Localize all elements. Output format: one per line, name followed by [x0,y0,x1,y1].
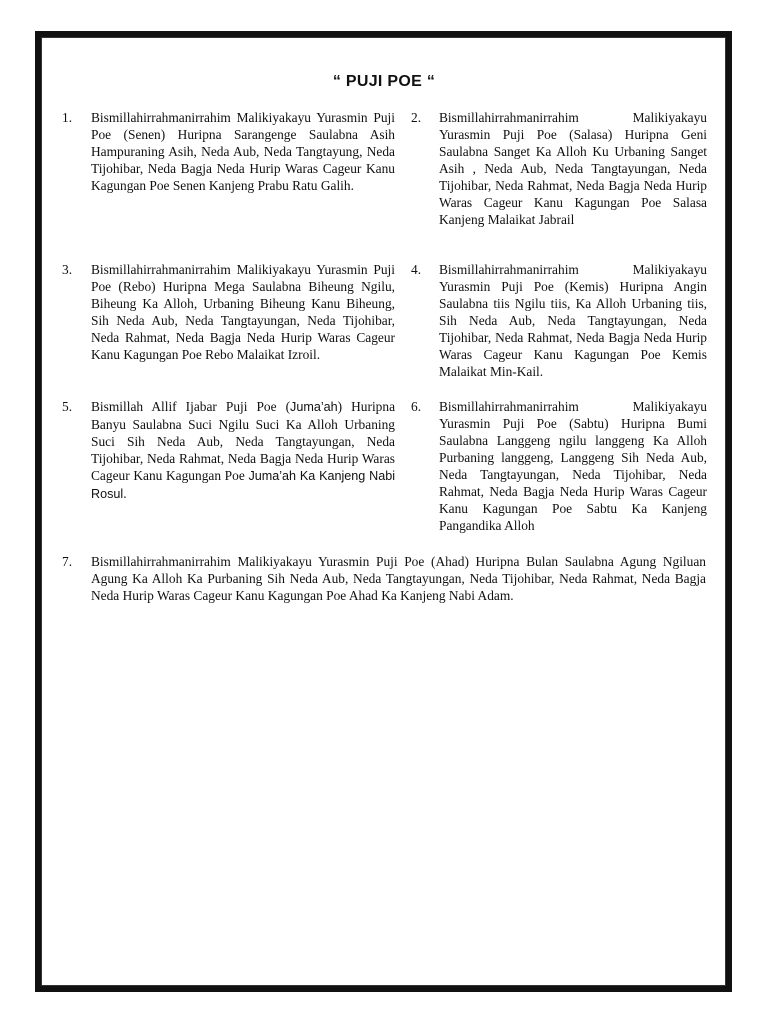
item-text-emphasis: Juma’ah [290,400,338,414]
item-text: Bismillahirrahmanirrahim Malikiyakayu Yurasmin Puji Poe (Salasa) Huripna Geni Saulabna Sanget Ka Alloh Ku Urbaning Sanget Asih , Neda Aub, Neda Tangtayungan, Neda Tijohibar, Neda Rahmat, Neda Bagja Neda Hurip Waras Cageur Kanu Kagungan Poe Salasa Kanjeng Malaikat Jabrail [439,110,707,227]
list-item [62,398,395,503]
item-text: Bismillahirrahmanirrahim Malikiyakayu Yurasmin Puji Poe (Ahad) Huripna Bulan Saulabna Agung Ngiluan Agung Ka Alloh Ka Purbaning Sih Neda Aub, Neda Tangtayungan, Neda Tijohibar, Neda Rahmat, Neda Bagja Neda Hurip Waras Cageur Kanu Kagungan Poe Ahad Ka Kanjeng Nabi Adam. [91,554,706,603]
list-item [411,398,707,534]
item-text: Bismillahirrahmanirrahim Malikiyakayu Yurasmin Puji Poe (Rebo) Huripna Mega Saulabna Biheung Ngilu, Biheung Ka Alloh, Urbaning Biheung Kanu Biheung, Sih Neda Aub, Neda Tangtayungan, Neda Tijohibar, Neda Rahmat, Neda Bagja Neda Hurip Waras Cageur Kanu Kagungan Poe Rebo Malaikat Izroil. [91,262,395,362]
item-text: Bismillahirrahmanirrahim Malikiyakayu Yurasmin Puji Poe (Senen) Huripna Sarangenge Saulabna Asih Hampuraning Asih, Neda Aub, Neda Tangtayung, Neda Tijohibar, Neda Bagja Neda Hurip Waras Cageur Kanu Kagungan Poe Senen Kanjeng Prabu Ratu Galih. [91,110,395,193]
item-text: Bismillahirrahmanirrahim Malikiyakayu Yurasmin Puji Poe (Sabtu) Huripna Bumi Saulabna Langgeng ngilu langgeng Ka Alloh Purbaning langgeng, Langgeng Sih Neda Aub, Neda Tangtayungan, Neda Tijohibar, Neda Rahmat, Neda Bagja Neda Hurip Waras Cageur Kanu Kagungan Poe Sabtu Ka Kanjeng Pangandika Alloh [439,399,707,533]
item-number: 2. [411,110,422,125]
item-number: 5. [62,399,73,414]
item-number: 3. [62,262,73,277]
list-item [62,553,706,604]
item-text-part: ) Huripna Banyu Saulabna Suci Ngilu Suci Ka Alloh Urbaning Suci Sih Neda Aub, Neda Tangtayungan, Neda Tijohibar, Neda Rahmat, Neda Bagja Neda Hurip Waras Cageur Kanu Kagungan Poe [91,399,396,483]
item-text-emphasis: Juma’ah Ka Kanjeng Nabi Rosul [91,469,395,501]
list-item [62,109,395,194]
item-text [91,398,395,503]
list-item [62,261,395,363]
item-number: 6. [411,399,422,414]
item-text: Bismillahirrahmanirrahim Malikiyakayu Yurasmin Puji Poe (Kemis) Huripna Angin Saulabna tiis Ngilu tiis, Ka Alloh Urbaning tiis, Sih Neda Aub, Neda Tangtayungan, Neda Tijohibar, Neda Rahmat, Neda Bagja Neda Hurip Waras Cageur Kanu Kagungan Poe Kemis Malaikat Min-Kail. [439,262,707,379]
item-number: 1. [62,110,73,125]
item-text-part: Bismillah Allif Ijabar Puji Poe ( [91,399,291,414]
item-number: 4. [411,262,422,277]
list-item [411,109,707,228]
page-title: “ PUJI POE “ [332,73,436,90]
item-text-part: . [123,486,127,501]
list-item [411,261,707,380]
item-number: 7. [62,554,73,569]
